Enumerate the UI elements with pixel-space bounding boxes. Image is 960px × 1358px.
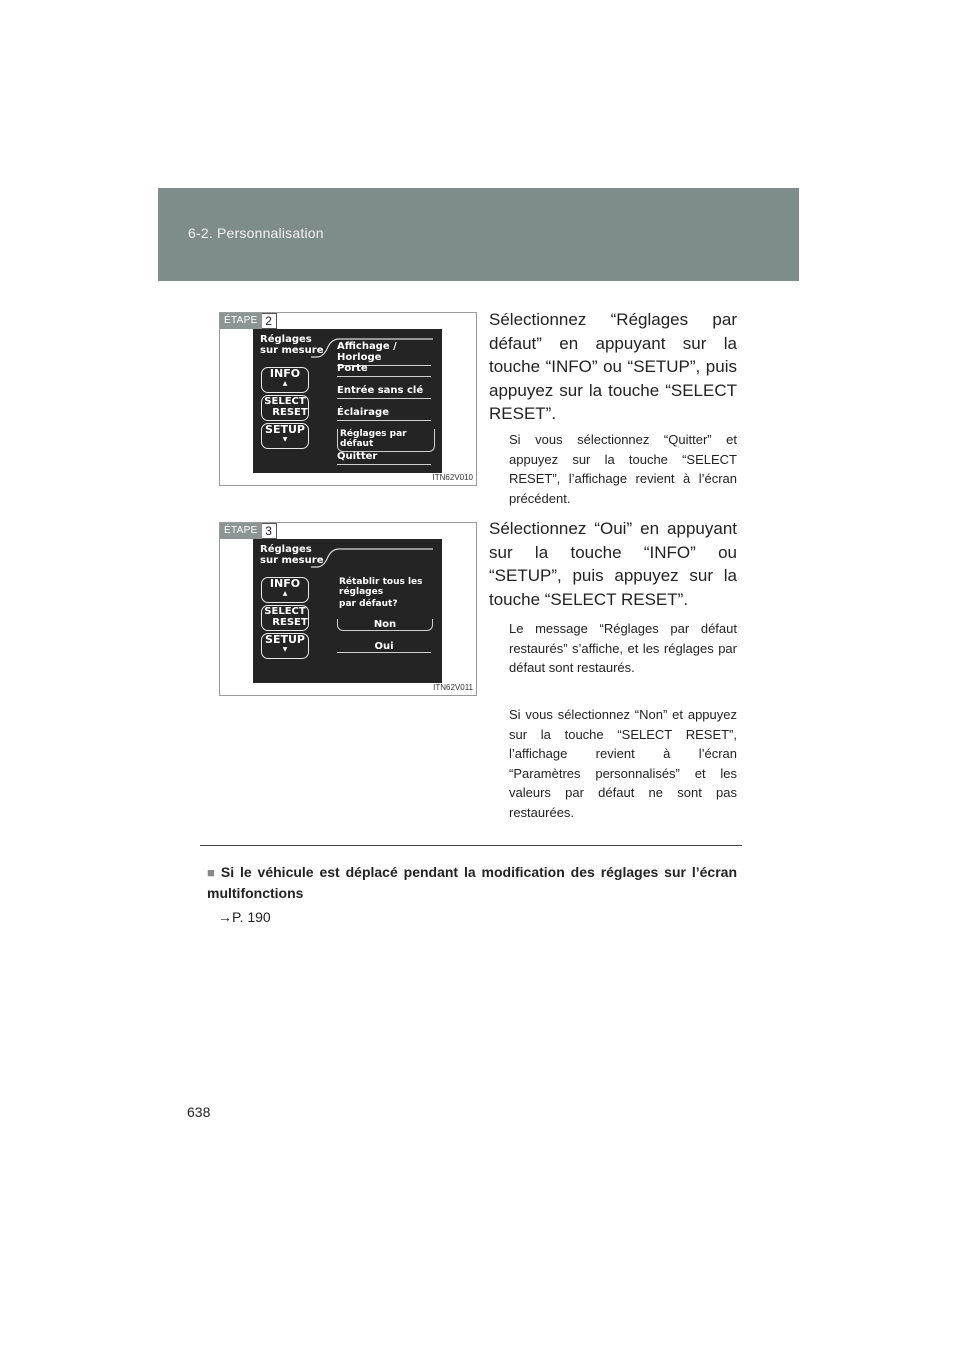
divider-curve bbox=[311, 545, 433, 569]
step3-instruction: Sélectionnez “Oui” en appuyant sur la touche “INFO” ou “SETUP”, puis appuyez sur la touche “SELECT RESET”. bbox=[489, 519, 737, 609]
side-title-line2: sur mesure bbox=[260, 555, 324, 566]
step-number: 2 bbox=[262, 313, 277, 329]
reset-label: RESET bbox=[272, 407, 308, 418]
menu-item-keyless-entry: Entrée sans clé bbox=[337, 385, 431, 399]
bullet-heading-text: Si le véhicule est déplacé pendant la modification des réglages sur l’écran multifonctions bbox=[207, 864, 737, 901]
figure-step-3 bbox=[219, 522, 477, 696]
setup-label: SETUP bbox=[265, 633, 305, 646]
setup-button bbox=[261, 423, 309, 449]
step-tag bbox=[220, 313, 277, 329]
menu-item-lighting: Éclairage bbox=[337, 407, 431, 421]
side-title-line1: Réglages bbox=[260, 334, 312, 345]
select-reset-button bbox=[261, 605, 309, 631]
up-arrow-icon: ▲ bbox=[282, 590, 288, 597]
info-button bbox=[261, 367, 309, 393]
side-title-line1: Réglages bbox=[260, 544, 312, 555]
step3-note1: Le message “Réglages par défaut restaurés” s’affiche, et les réglages par défaut sont restaurés. bbox=[509, 621, 737, 675]
setup-label: SETUP bbox=[265, 423, 305, 436]
menu-item-door: Porte bbox=[337, 363, 431, 377]
info-label: INFO bbox=[269, 577, 301, 590]
step-tag bbox=[220, 523, 277, 539]
bullet-square-icon: ■ bbox=[207, 865, 217, 880]
page-number: 638 bbox=[187, 1104, 211, 1120]
select-label: SELECT bbox=[264, 606, 306, 617]
choice-yes: Oui bbox=[337, 641, 431, 653]
reset-label: RESET bbox=[272, 617, 308, 628]
display-screen bbox=[253, 329, 442, 473]
reset-message-line2: par défaut? bbox=[339, 599, 398, 609]
page-reference: →P. 190 bbox=[218, 909, 271, 925]
select-reset-button bbox=[261, 395, 309, 421]
section-title: 6-2. Personnalisation bbox=[188, 225, 324, 241]
header-bar bbox=[158, 188, 799, 281]
step-number: 3 bbox=[262, 523, 277, 539]
step-label: ÉTAPE bbox=[220, 523, 262, 539]
choice-no: Non bbox=[337, 619, 433, 631]
info-label: INFO bbox=[269, 367, 301, 380]
setup-button bbox=[261, 633, 309, 659]
step2-instruction: Sélectionnez “Réglages par défaut” en appuyant sur la touche “INFO” ou “SETUP”, puis appuyez sur la touche “SELECT RESET”. bbox=[489, 310, 737, 423]
down-arrow-icon: ▼ bbox=[282, 436, 288, 443]
section-divider bbox=[200, 845, 742, 846]
step3-note2: Si vous sélectionnez “Non” et appuyez sur la touche “SELECT RESET”, l’affichage revient à l’écran “Paramètres personnalisés” et les valeurs par défaut ne sont pas restaurées. bbox=[509, 707, 737, 820]
menu-item-quit: Quitter bbox=[337, 451, 431, 465]
figure-code: ITN62V010 bbox=[432, 473, 473, 482]
select-label: SELECT bbox=[264, 396, 306, 407]
menu-item-display-clock: Affichage / Horloge bbox=[337, 341, 431, 366]
menu-item-default-settings: Réglages par défaut bbox=[337, 429, 435, 452]
figure-code: ITN62V011 bbox=[433, 683, 473, 692]
bullet-heading bbox=[207, 862, 737, 904]
info-button bbox=[261, 577, 309, 603]
figure-step-2 bbox=[219, 312, 477, 486]
step2-note: Si vous sélectionnez “Quitter” et appuyez sur la touche “SELECT RESET”, l’affichage revient à l’écran précédent. bbox=[509, 432, 737, 506]
down-arrow-icon: ▼ bbox=[282, 646, 288, 653]
display-screen bbox=[253, 539, 442, 683]
reset-message-line1: Rétablir tous les réglages bbox=[339, 577, 423, 597]
step-label: ÉTAPE bbox=[220, 313, 262, 329]
up-arrow-icon: ▲ bbox=[282, 380, 288, 387]
side-title-line2: sur mesure bbox=[260, 345, 324, 356]
